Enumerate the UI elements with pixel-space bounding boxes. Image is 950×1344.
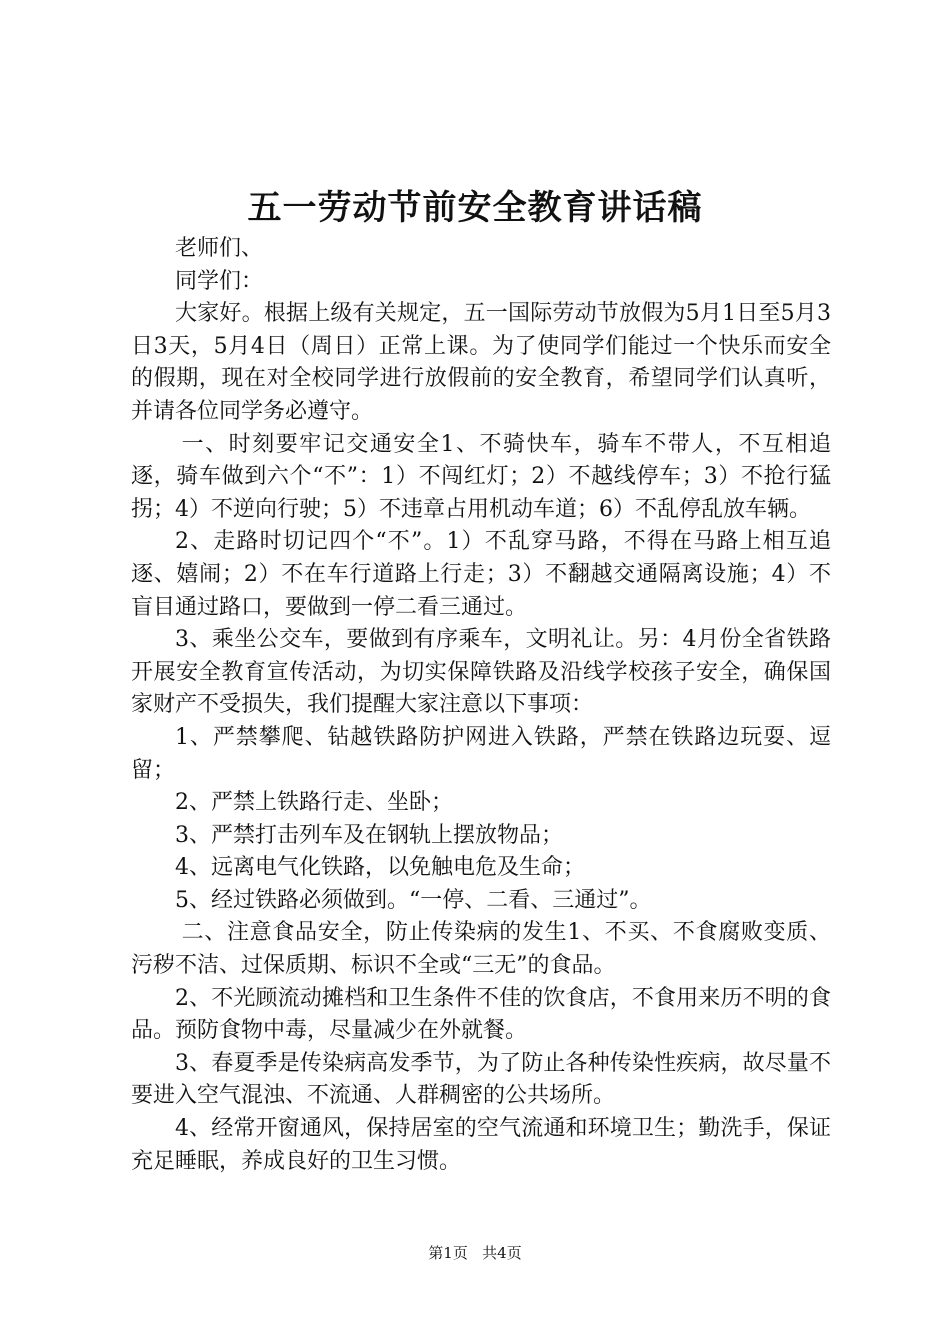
paragraph-railway-rule-2: 2、严禁上铁路行走、坐卧； <box>175 790 453 816</box>
document-title: 五一劳动节前安全教育讲话稿 <box>247 188 703 228</box>
total-pages: 共4页 <box>482 1244 522 1262</box>
page-footer <box>0 1243 950 1263</box>
paragraph-food-rule-4: 4、经常开窗通风，保持居室的空气流通和环境卫生；勤洗手，保证充足睡眠，养成良好的卫生习惯。 <box>131 1116 831 1174</box>
paragraph-greeting-teachers: 老师们、 <box>175 236 264 261</box>
paragraph-railway-rule-4: 4、远离电气化铁路，以免触电危及生命； <box>175 855 585 881</box>
paragraph-walking-rules: 2、走路时切记四个“不”。1）不乱穿马路，不得在马路上相互追逐、嬉闹；2）不在车行道路上行走；3）不翻越交通隔离设施；4）不盲目通过路口，要做到一停二看三通过。 <box>131 529 831 620</box>
paragraph-railway-rule-1: 1、严禁攀爬、钻越铁路防护网进入铁路，严禁在铁路边玩耍、逗留； <box>131 724 831 783</box>
page-number: 第1页 <box>428 1244 468 1262</box>
paragraph-food-safety: 二、注意食品安全，防止传染病的发生1、不买、不食腐败变质、污秽不洁、过保质期、标识不全或“三无”的食品。 <box>131 920 831 979</box>
paragraph-railway-rule-3: 3、严禁打击列车及在钢轨上摆放物品； <box>175 822 563 848</box>
paragraph-bus-and-railway: 3、乘坐公交车，要做到有序乘车，文明礼让。另：4月份全省铁路开展安全教育宣传活动，为切实保障铁路及沿线学校孩子安全，确保国家财产不受损失，我们提醒大家注意以下事项： <box>131 627 831 718</box>
paragraph-greeting-students: 同学们： <box>175 268 264 294</box>
paragraph-food-rule-3: 3、春夏季是传染病高发季节，为了防止各种传染性疾病，故尽量不要进入空气混浊、不流通、人群稠密的公共场所。 <box>131 1050 831 1109</box>
paragraph-food-rule-2: 2、不光顾流动摊档和卫生条件不佳的饮食店，不食用来历不明的食品。预防食物中毒，尽量减少在外就餐。 <box>131 985 831 1044</box>
paragraph-intro: 大家好。根据上级有关规定，五一国际劳动节放假为5月1日至5月3日3天，5月4日（周日）正常上课。为了使同学们能过一个快乐而安全的假期，现在对全校同学进行放假前的安全教育，希望同学们认真听，并请各位同学务必遵守。 <box>131 301 831 424</box>
page-separator <box>473 1244 478 1262</box>
document-body <box>131 233 831 1178</box>
paragraph-traffic-safety: 一、时刻要牢记交通安全1、不骑快车，骑车不带人，不互相追逐，骑车做到六个“不”：1）不闯红灯；2）不越线停车；3）不抢行猛拐；4）不逆向行驶；5）不违章占用机动车道；6）不乱停乱放车辆。 <box>131 431 831 522</box>
paragraph-railway-rule-5: 5、经过铁路必须做到。“一停、二看、三通过”。 <box>175 887 652 913</box>
